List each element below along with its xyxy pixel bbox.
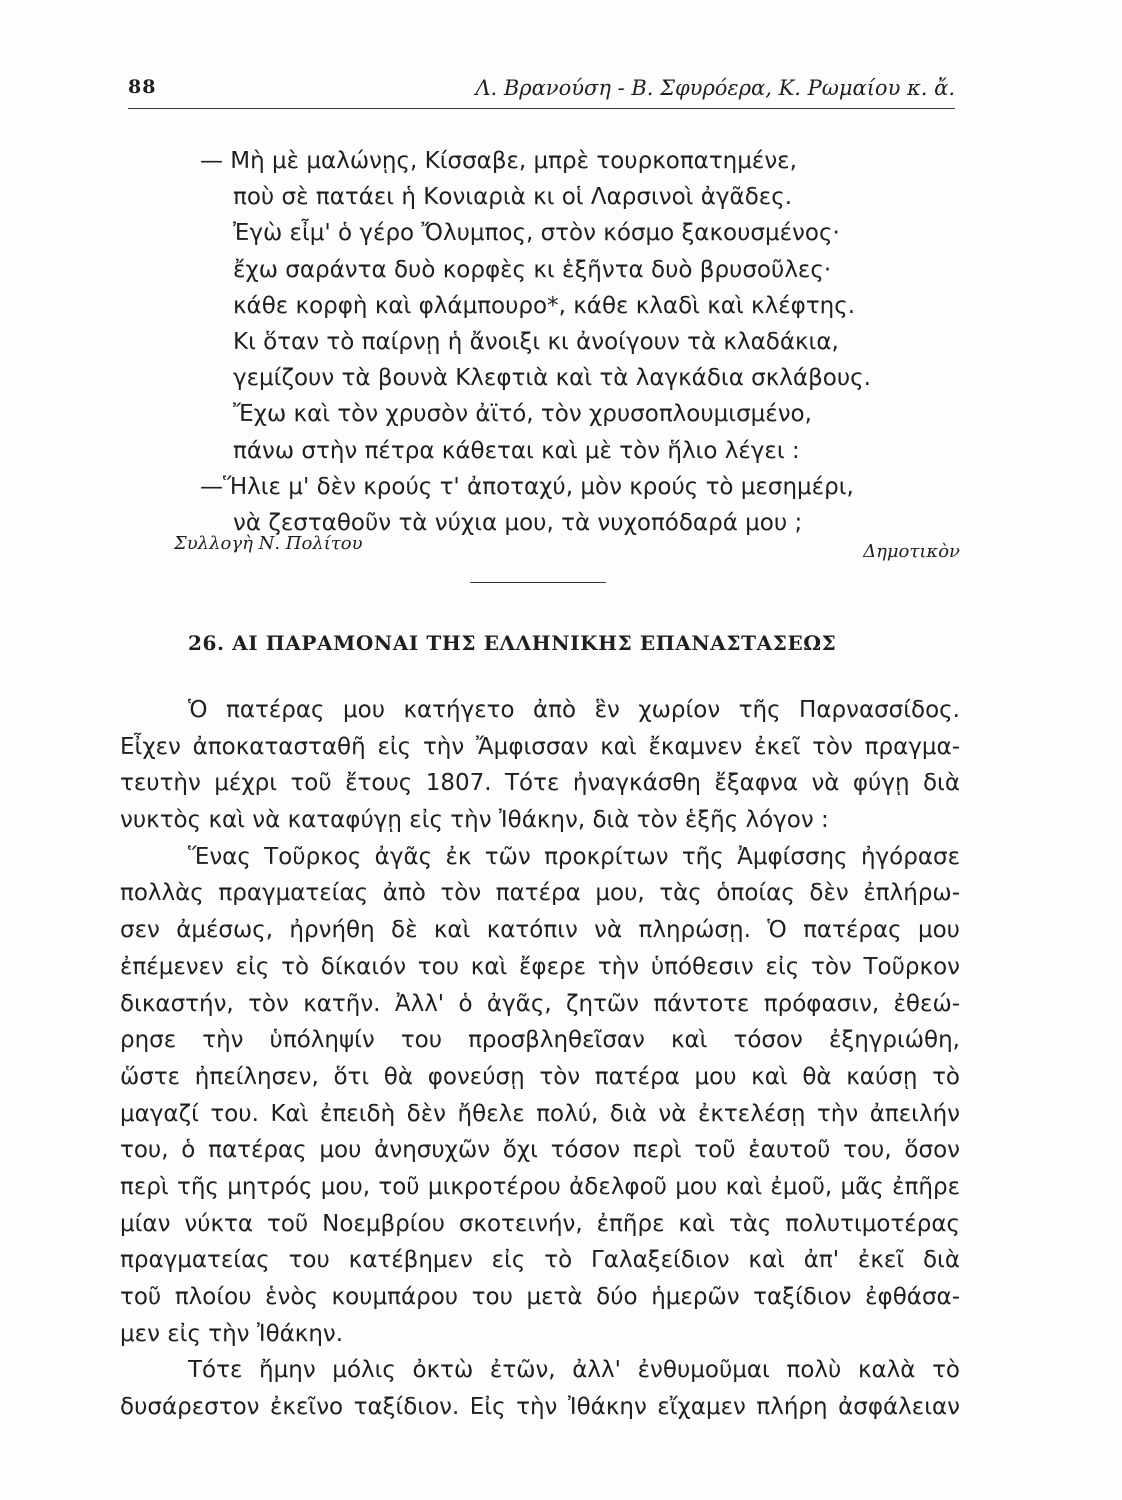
prose-line: πραγματείας του κατέβημεν εἰς τὸ Γαλαξείδιον καὶ ἀπ' ἐκεῖ διὰ xyxy=(120,1247,960,1274)
source-genre: Δημοτικὸν xyxy=(863,541,960,562)
source-collection: Συλλογὴ Ν. Πολίτου xyxy=(174,533,363,554)
prose-line: ὥστε ἠπείλησεν, ὅτι θὰ φονεύσῃ τὸν πατέρα μου καὶ θὰ καύσῃ τὸ xyxy=(120,1063,960,1090)
page-header xyxy=(128,72,955,109)
poem-line: πάνω στὴν πέτρα κάθεται καὶ μὲ τὸν ἥλιο λέγει : xyxy=(233,437,800,464)
prose-line: τοῦ πλοίου ἑνὸς κουμπάρου του μετὰ δύο ἡμερῶν ταξίδιον ἐφθάσα- xyxy=(120,1284,960,1310)
poem-line: ποὺ σὲ πατάει ἡ Κονιαριὰ κι οἱ Λαρσινοὶ ἀγᾶδες. xyxy=(233,184,793,211)
poem-line: — Μὴ μὲ μαλώνῃς, Κίσσαβε, μπρὲ τουρκοπατημένε, xyxy=(200,148,797,174)
prose-line: Ἕνας Τοῦρκος ἀγᾶς ἐκ τῶν προκρίτων τῆς Ἀμφίσσης ἠγόρασε xyxy=(188,843,960,870)
prose-line: Τότε ἤμην μόλις ὀκτὼ ἐτῶν, ἀλλ' ἐνθυμοῦμαι πολὺ καλὰ τὸ xyxy=(188,1357,960,1384)
prose-line: Εἶχεν ἀποκατασταθῆ εἰς τὴν Ἄμφισσαν καὶ ἔκαμνεν ἐκεῖ τὸν πραγμα- xyxy=(120,733,960,760)
section-title: 26. ΑΙ ΠΑΡΑΜΟΝΑΙ ΤΗΣ ΕΛΛΗΝΙΚΗΣ ΕΠΑΝΑΣΤΑΣΕΩΣ xyxy=(188,631,837,655)
poem-line: ἔχω σαράντα δυὸ κορφὲς κι ἑξῆντα δυὸ βρυσοῦλες· xyxy=(233,256,832,283)
poem-source xyxy=(174,533,960,561)
prose-line: μεν εἰς τὴν Ἰθάκην. xyxy=(120,1320,344,1347)
prose-line: ἐπέμενεν εἰς τὸ δίκαιόν του καὶ ἔφερε τὴν ὑπόθεσιν εἰς τὸν Τοῦρκον xyxy=(120,953,960,980)
prose-line: νυκτὸς καὶ νὰ καταφύγῃ εἰς τὴν Ἰθάκην, διὰ τὸν ἑξῆς λόγον : xyxy=(120,807,829,834)
prose-line: τευτὴν μέχρι τοῦ ἔτους 1807. Τότε ἠναγκάσθη ἔξαφνα νὰ φύγῃ διὰ xyxy=(120,770,960,797)
poem-line: Ἔχω καὶ τὸν χρυσὸν ἀϊτό, τὸν χρυσοπλουμισμένο, xyxy=(233,401,812,428)
prose-line: ρησε τὴν ὑπόληψίν του προσβληθεῖσαν καὶ τόσον ἐξηγριώθη, xyxy=(120,1027,960,1054)
prose-line: δικαστήν, τὸν κατῆν. Ἀλλ' ὁ ἀγᾶς, ζητῶν πάντοτε πρόφασιν, ἐθεώ- xyxy=(120,990,960,1017)
poem-line: γεμίζουν τὰ βουνὰ Κλεφτιὰ καὶ τὰ λαγκάδια σκλάβους. xyxy=(233,365,871,392)
prose-line: μίαν νύκτα τοῦ Νοεμβρίου σκοτεινήν, ἐπῆρε καὶ τὰς πολυτιμοτέρας xyxy=(120,1210,960,1237)
prose-line: μαγαζί του. Καὶ ἐπειδὴ δὲν ἤθελε πολύ, διὰ νὰ ἐκτελέσῃ τὴν ἀπειλήν xyxy=(120,1100,960,1127)
prose-line: σεν ἀμέσως, ἠρνήθη δὲ καὶ κατόπιν νὰ πληρώσῃ. Ὁ πατέρας μου xyxy=(120,917,960,944)
poem-line: Κι ὅταν τὸ παίρνῃ ἡ ἄνοιξι κι ἀνοίγουν τὰ κλαδάκια, xyxy=(233,328,839,355)
prose-text xyxy=(120,692,960,1426)
prose-line: δυσάρεστον ἐκεῖνο ταξίδιον. Εἰς τὴν Ἰθάκην εἴχαμεν πλήρη ἀσφάλειαν xyxy=(120,1394,960,1421)
prose-line: πολλὰς πραγματείας ἀπὸ τὸν πατέρα μου, τὰς ὁποίας δὲν ἐπλήρω- xyxy=(120,880,960,907)
poem-line: —Ἥλιε μ' δὲν κρούς τ' ἀποταχύ, μὸν κρούς τὸ μεσημέρι, xyxy=(200,473,854,500)
running-head: Λ. Βρανούση - Β. Σφυρόερα, Κ. Ρωμαίου κ. ἄ. xyxy=(475,76,955,100)
prose-line: του, ὁ πατέρας μου ἀνησυχῶν ὄχι τόσον περὶ τοῦ ἑαυτοῦ του, ὅσον xyxy=(120,1137,960,1164)
page-number: 88 xyxy=(128,76,157,98)
poem xyxy=(200,143,960,541)
poem-line: νὰ ζεσταθοῦν τὰ νύχια μου, τὰ νυχοπόδαρά μου ; xyxy=(233,509,803,536)
poem-line: κάθε κορφὴ καὶ φλάμπουρο*, κάθε κλαδὶ καὶ κλέφτης. xyxy=(233,292,856,319)
prose-line: περὶ τῆς μητρός μου, τοῦ μικροτέρου ἀδελφοῦ μου καὶ ἐμοῦ, μᾶς ἐπῆρε xyxy=(120,1173,960,1200)
poem-line: Ἐγὼ εἶμ' ὁ γέρο Ὄλυμπος, στὸν κόσμο ξακουσμένος· xyxy=(233,220,840,247)
prose-line: Ὁ πατέρας μου κατήγετο ἀπὸ ἓν χωρίον τῆς Παρνασσίδος. xyxy=(188,697,960,723)
section-divider xyxy=(470,582,606,583)
